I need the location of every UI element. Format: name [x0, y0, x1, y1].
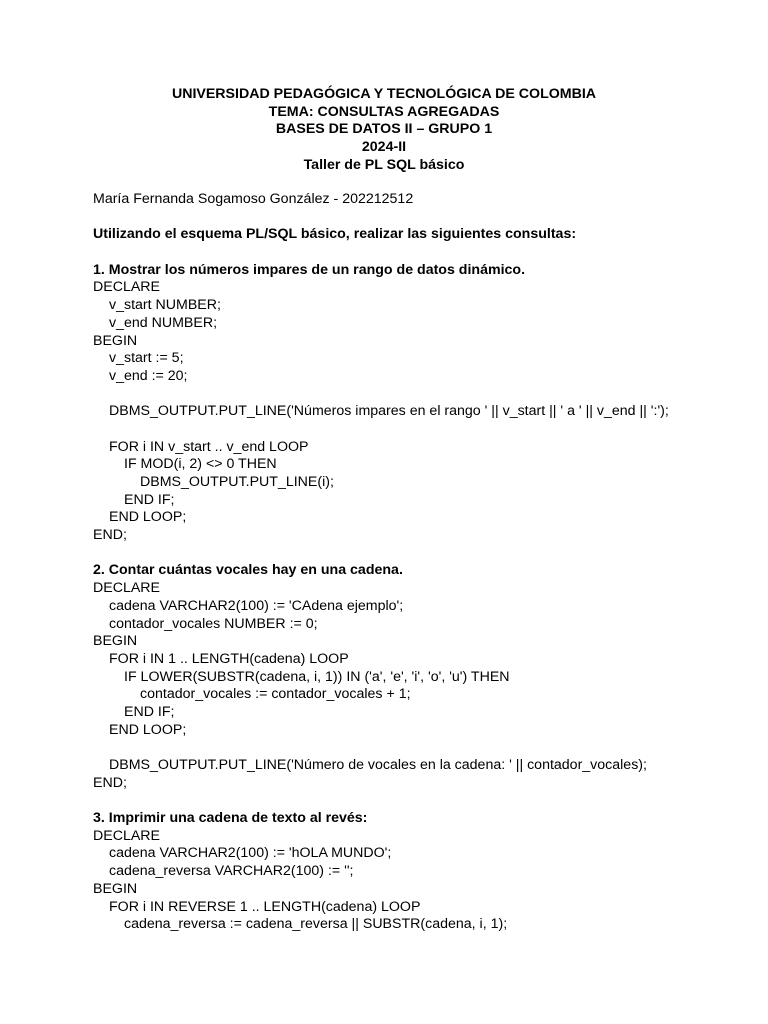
spacer [93, 244, 753, 262]
exercise-title: 3. Imprimir una cadena de texto al revés: [93, 810, 368, 827]
code-line: END; [93, 774, 127, 791]
code-line: contador_vocales := contador_vocales + 1; [140, 686, 411, 703]
course-line: BASES DE DATOS II – GRUPO 1 [275, 121, 493, 138]
code-line: BEGIN [93, 880, 138, 897]
code-line: END IF; [124, 491, 175, 508]
code-line: IF LOWER(SUBSTR(cadena, i, 1)) IN ('a', 'e', 'i', 'o', 'u') THEN [124, 668, 510, 685]
code-line: END IF; [124, 703, 175, 720]
code-line: BEGIN [93, 332, 138, 349]
document-body [93, 191, 753, 934]
author-line: María Fernanda Sogamoso González - 202212512 [93, 191, 414, 207]
code-line: v_end := 20; [109, 367, 188, 384]
code-line: cadena_reversa := cadena_reversa || SUBSTR(cadena, i, 1); [124, 916, 508, 933]
spacer [93, 739, 753, 757]
exercise-2 [93, 562, 753, 792]
spacer [93, 386, 753, 404]
exercise-3 [93, 810, 753, 934]
code-line: IF MOD(i, 2) <> 0 THEN [124, 456, 277, 473]
spacer [93, 421, 753, 439]
exercise-1 [93, 262, 753, 545]
code-line: cadena VARCHAR2(100) := 'hOLA MUNDO'; [109, 845, 392, 862]
term-line: 2024-II [361, 139, 407, 156]
code-line: v_end NUMBER; [109, 314, 218, 331]
spacer [93, 792, 753, 810]
document-header [0, 86, 768, 175]
instructions-line: Utilizando el esquema PL/SQL básico, realizar las siguientes consultas: [93, 226, 577, 243]
spacer [93, 209, 753, 227]
spacer [93, 545, 753, 563]
code-line: v_start NUMBER; [109, 297, 221, 314]
code-line: DECLARE [93, 827, 161, 844]
exercise-title: 1. Mostrar los números impares de un rango de datos dinámico. [93, 261, 526, 278]
exercise-title: 2. Contar cuántas vocales hay en una cadena. [93, 562, 403, 579]
code-line: DBMS_OUTPUT.PUT_LINE(i); [140, 474, 334, 490]
code-line: BEGIN [93, 633, 138, 650]
code-line: DBMS_OUTPUT.PUT_LINE('Números impares en el rango ' || v_start || ' a ' || v_end || ':'); [109, 403, 669, 420]
topic-line: TEMA: CONSULTAS AGREGADAS [268, 103, 500, 120]
code-line: contador_vocales NUMBER := 0; [109, 615, 318, 632]
code-line: cadena VARCHAR2(100) := 'CAdena ejemplo'; [109, 597, 404, 614]
code-line: DBMS_OUTPUT.PUT_LINE('Número de vocales en la cadena: ' || contador_vocales); [109, 757, 647, 773]
code-line: END LOOP; [109, 509, 187, 526]
code-line: v_start := 5; [109, 350, 184, 367]
code-line: END; [93, 527, 127, 544]
code-line: END LOOP; [109, 721, 187, 738]
workshop-title: Taller de PL SQL básico [303, 156, 465, 173]
code-line: DECLARE [93, 580, 161, 597]
code-line: FOR i IN REVERSE 1 .. LENGTH(cadena) LOOP [109, 898, 421, 915]
university-name: UNIVERSIDAD PEDAGÓGICA Y TECNOLÓGICA DE COLOMBIA [171, 86, 597, 102]
code-line: FOR i IN 1 .. LENGTH(cadena) LOOP [109, 650, 349, 667]
code-line: cadena_reversa VARCHAR2(100) := ''; [109, 863, 354, 880]
code-line: DECLARE [93, 279, 161, 296]
code-line: FOR i IN v_start .. v_end LOOP [109, 438, 309, 455]
